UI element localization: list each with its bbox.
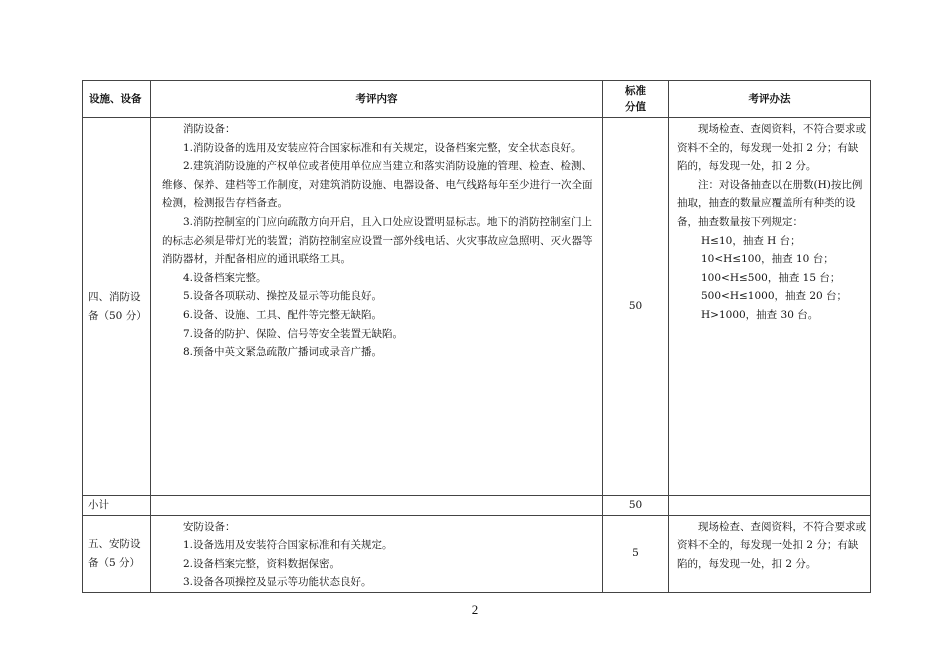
security-content-line: 1.设备选用及安装符合国家标准和有关规定。 <box>183 539 393 552</box>
fire-method-rule: 500<H≤1000，抽查 20 台； <box>701 290 848 303</box>
fire-method-note: 注：对设备抽查以在册数(H)按比例抽取，抽查的数量应覆盖所有种类的设备，抽查数量按下列规定： <box>677 178 863 228</box>
security-category-line2: 备（5 分） <box>88 556 141 569</box>
subtotal-row <box>83 496 871 516</box>
fire-method-main: 现场检查、查阅资料，不符合要求或资料不全的，每发现一处扣 2 分；有缺陷的，每发现一处，扣 2 分。 <box>677 123 866 173</box>
subtotal-score: 50 <box>603 496 669 516</box>
fire-content-line: 消防设备： <box>183 123 236 135</box>
fire-category <box>83 118 151 496</box>
fire-method-rule: H>1000，抽查 30 台。 <box>701 308 819 321</box>
fire-category-line2: 备（50 分） <box>88 309 147 322</box>
header-category: 设施、设备 <box>83 81 151 118</box>
security-equipment-row <box>83 515 871 592</box>
header-method: 考评办法 <box>669 81 871 118</box>
fire-method-rule: H≤10，抽查 H 台； <box>701 234 801 247</box>
security-content-line: 3.设备各项操控及显示等功能状态良好。 <box>183 576 372 589</box>
fire-content <box>151 118 603 496</box>
subtotal-label: 小计 <box>83 496 151 516</box>
fire-content-line: 7.设备的防护、保险、信号等安全装置无缺陷。 <box>183 327 404 340</box>
evaluation-table <box>82 80 871 593</box>
header-content: 考评内容 <box>151 81 603 118</box>
subtotal-content-empty <box>151 496 603 516</box>
security-content-line: 2.设备档案完整，资料数据保密。 <box>183 557 341 570</box>
fire-content-line: 5.设备各项联动、操控及显示等功能良好。 <box>183 290 383 303</box>
fire-method <box>669 118 871 496</box>
fire-category-line1: 四、消防设 <box>88 290 141 303</box>
security-category-line1: 五、安防设 <box>88 538 141 551</box>
security-score: 5 <box>603 515 669 592</box>
fire-content-line: 6.设备、设施、工具、配件等完整无缺陷。 <box>183 308 383 321</box>
fire-content-line: 8.预备中英文紧急疏散广播词或录音广播。 <box>183 346 383 359</box>
header-score-line1: 标准 <box>625 85 646 97</box>
security-content-line: 安防设备： <box>183 520 236 533</box>
fire-equipment-row <box>83 118 871 496</box>
header-score <box>603 81 669 118</box>
fire-score: 50 <box>603 118 669 496</box>
fire-method-rule: 10<H≤100，抽查 10 台； <box>701 253 834 266</box>
security-method <box>669 515 871 592</box>
header-score-line2: 分值 <box>625 101 646 113</box>
fire-content-line: 2.建筑消防设施的产权单位或者使用单位应当建立和落实消防设施的管理、检查、检测、维修、保养、建档等工作制度，对建筑消防设施、电器设备、电气线路每年至少进行一次全面检测，检测报告存档备查。 <box>162 160 593 210</box>
fire-content-line: 4.设备档案完整。 <box>183 271 267 284</box>
security-method-main: 现场检查、查阅资料，不符合要求或资料不全的，每发现一处扣 2 分；有缺陷的，每发现一处，扣 2 分。 <box>677 520 866 570</box>
fire-method-rule: 100<H≤500，抽查 15 台； <box>701 271 841 284</box>
page-number: 2 <box>471 602 479 617</box>
subtotal-method-empty <box>669 496 871 516</box>
security-content <box>151 515 603 592</box>
security-category <box>83 515 151 592</box>
fire-content-line: 1.消防设备的选用及安装应符合国家标准和有关规定，设备档案完整，安全状态良好。 <box>183 141 582 154</box>
header-row <box>83 81 871 118</box>
fire-content-line: 3.消防控制室的门应向疏散方向开启，且入口处应设置明显标志。地下的消防控制室门上的标志必须是带灯光的装置；消防控制室应设置一部外线电话、火灾事故应急照明、灭火器等消防器材，并配备相应的通讯联络工具。 <box>162 215 593 266</box>
